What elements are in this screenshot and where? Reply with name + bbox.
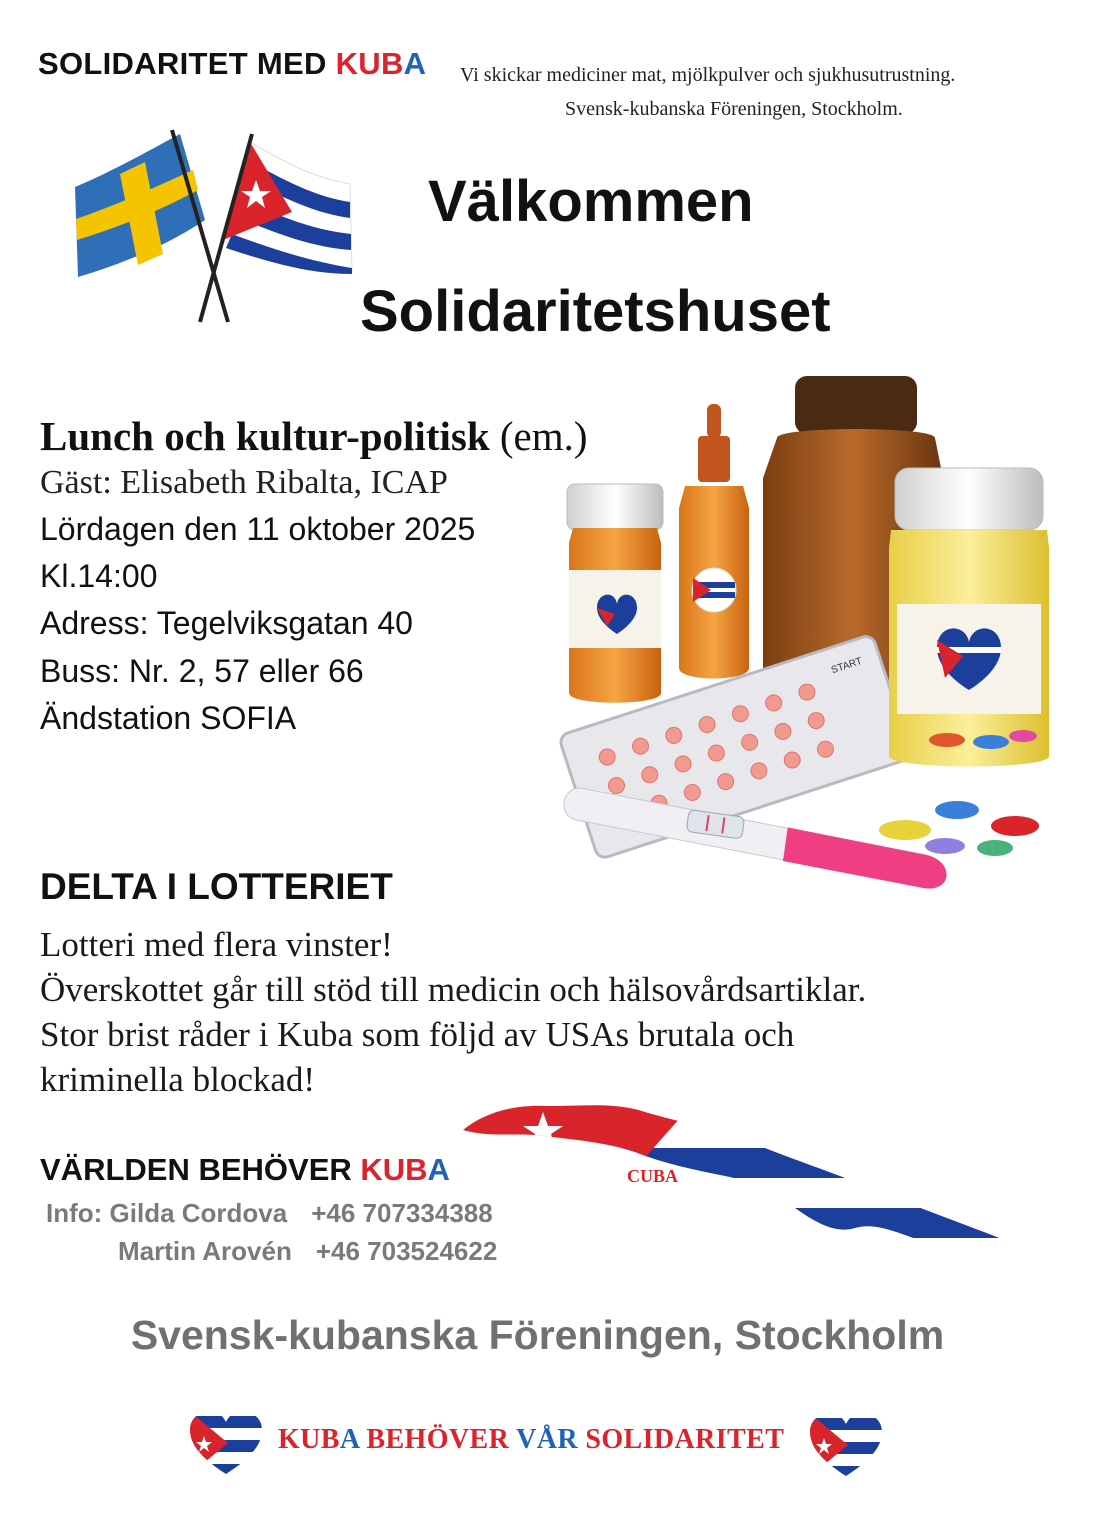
cuba-map-flag-image — [455, 1090, 1040, 1265]
header-note-line2: Svensk-kubanska Föreningen, Stockholm. — [565, 98, 903, 120]
welcome-title: Välkommen — [428, 169, 754, 234]
event-bus: Buss: Nr. 2, 57 eller 66 — [40, 653, 364, 689]
event-time: Kl.14:00 — [40, 558, 158, 594]
header-org-b: B — [380, 46, 404, 81]
lottery-line: Stor brist råder i Kuba som följd av USAs brutala och — [40, 1015, 795, 1054]
loose-pills-icon — [879, 801, 1039, 856]
contact-phone: +46 703524622 — [315, 1236, 498, 1266]
slogan-var: VÅR — [516, 1424, 578, 1455]
cuba-flag-icon — [200, 134, 352, 322]
crossed-flags-image — [60, 122, 360, 332]
event-date: Lördagen den 11 oktober 2025 — [40, 511, 476, 547]
event-guest: Gäst: Elisabeth Ribalta, ICAP — [40, 464, 448, 501]
bottom-slogan — [278, 1424, 784, 1456]
lottery-text — [40, 922, 1080, 1102]
event-station: Ändstation SOFIA — [40, 700, 297, 736]
header-note-line1: Vi skickar mediciner mat, mjölkpulver och sjukhusutrustning. — [460, 64, 956, 86]
header-org-k: K — [335, 46, 359, 81]
header-note — [460, 58, 1060, 126]
yellow-pill-jar-icon — [889, 468, 1049, 767]
event-title-main: Lunch och kultur-politisk — [40, 413, 490, 459]
cuba-heart-icon — [808, 1412, 884, 1478]
medicine-illustration — [545, 368, 1065, 928]
world-needs-heading — [40, 1152, 450, 1188]
lottery-line: kriminella blockad! — [40, 1060, 316, 1099]
world-needs-b: B — [405, 1152, 428, 1187]
header-org-prefix: SOLIDARITET MED — [38, 46, 336, 81]
contact-name: Martin Arovén — [118, 1236, 292, 1266]
world-needs-k: K — [360, 1152, 383, 1187]
contact-row-gilda — [46, 1198, 493, 1229]
world-needs-a: A — [427, 1152, 450, 1187]
blister-start-label: START — [829, 655, 864, 677]
header-org-title — [38, 46, 426, 82]
slogan-solidaritet: SOLIDARITET — [577, 1424, 785, 1455]
contact-row-martin — [118, 1236, 497, 1267]
orange-pill-bottle-icon — [567, 484, 663, 703]
sweden-flag-icon — [75, 130, 228, 322]
dropper-bottle-icon — [679, 404, 749, 679]
welcome-subtitle: Solidaritetshuset — [360, 279, 831, 344]
map-label: CUBA — [627, 1166, 679, 1186]
event-address: Adress: Tegelviksgatan 40 — [40, 605, 413, 641]
footer-org-name: Svensk-kubanska Föreningen, Stockholm — [130, 1312, 945, 1358]
world-needs-u: U — [382, 1152, 406, 1187]
contact-name: Info: Gilda Cordova — [46, 1198, 288, 1228]
contact-phone: +46 707334388 — [311, 1198, 493, 1228]
event-title — [40, 412, 588, 460]
lottery-heading: DELTA I LOTTERIET — [40, 866, 393, 907]
world-needs-prefix: VÄRLDEN BEHÖVER — [40, 1152, 361, 1187]
header-org-u: U — [358, 46, 381, 81]
event-title-suffix: (em.) — [489, 413, 588, 459]
lottery-line: Lotteri med flera vinster! — [40, 925, 393, 964]
lottery-line: Överskottet går till stöd till medicin och hälsovårdsartiklar. — [40, 970, 867, 1009]
cuba-heart-icon — [188, 1410, 264, 1476]
slogan-kub: KUB — [278, 1424, 340, 1455]
header-org-a: A — [403, 46, 427, 81]
slogan-a: A — [339, 1424, 359, 1455]
slogan-behover: BEHÖVER — [358, 1424, 517, 1455]
